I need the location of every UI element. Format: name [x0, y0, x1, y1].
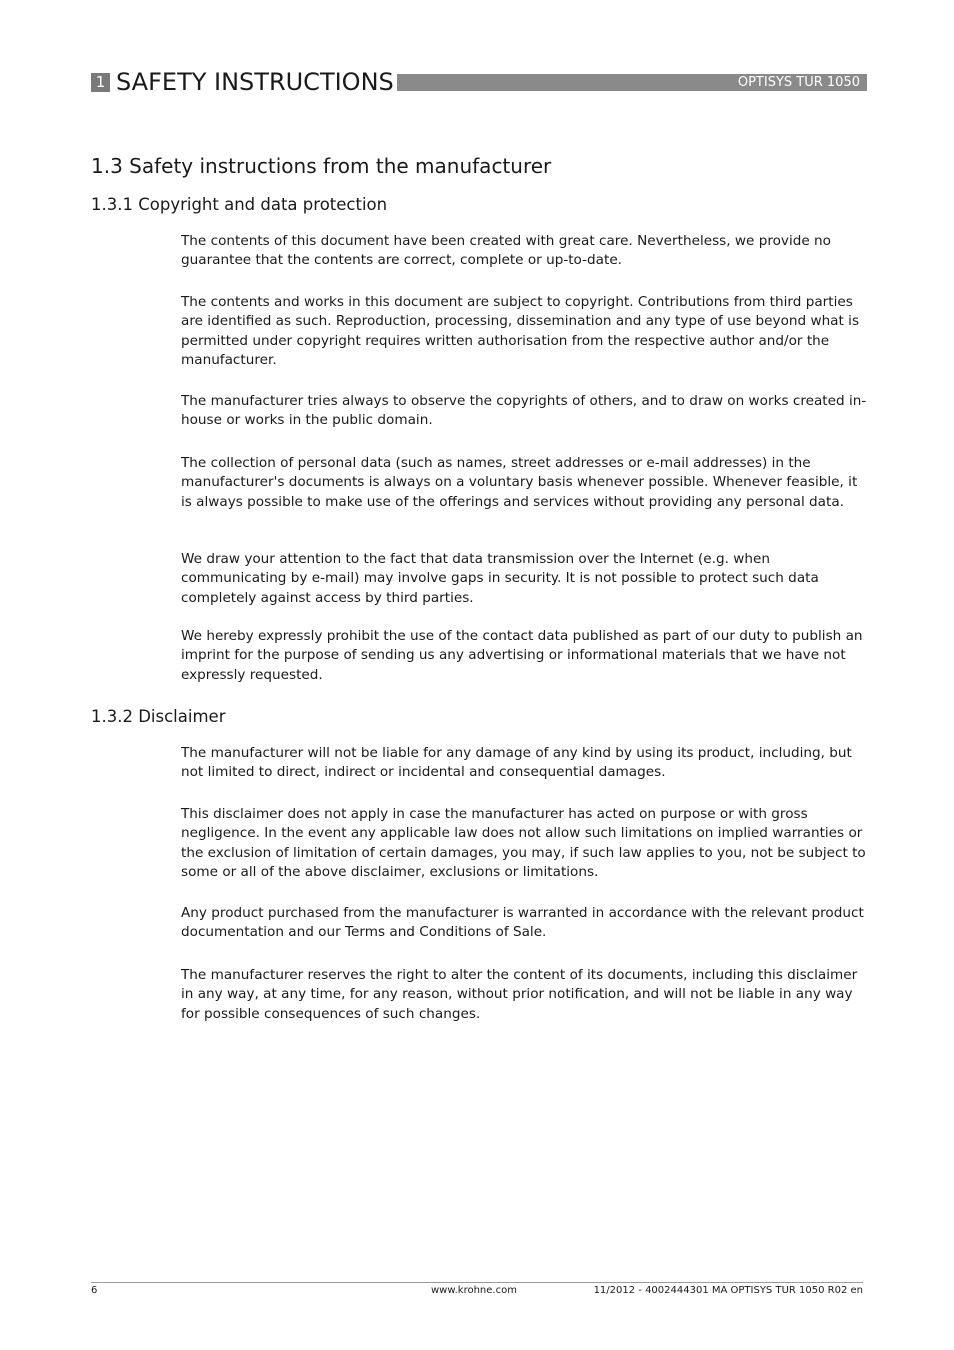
section-title: 1.3 Safety instructions from the manufacturer [91, 154, 552, 178]
page-number: 6 [91, 1285, 98, 1296]
chapter-title: SAFETY INSTRUCTIONS [116, 68, 394, 96]
product-name: OPTISYS TUR 1050 [737, 75, 860, 90]
copyright-paragraph: The collection of personal data (such as names, street addresses or e-mail addresses) in the manufacturer's documents is always on a voluntary basis whenever possible. Whenever feasible, it is always possible to make use of the offerings and services without providing any personal data. [181, 455, 858, 510]
disclaimer-paragraph: The manufacturer reserves the right to alter the content of its documents, including this disclaimer in any way, at any time, for any reason, without prior notification, and will not be liable in any way for possible consequences of such changes. [181, 967, 858, 1022]
footer-rule [91, 1282, 863, 1283]
copyright-paragraph: We draw your attention to the fact that data transmission over the Internet (e.g. when communicating by e-mail) may involve gaps in security. It is not possible to protect such data completely against access by third parties. [181, 551, 819, 606]
copyright-paragraph: We hereby expressly prohibit the use of the contact data published as part of our duty to publish an imprint for the purpose of sending us any advertising or informational materials that we have not expressly requested. [181, 628, 863, 683]
copyright-paragraph: The contents and works in this document are subject to copyright. Contributions from third parties are identified as such. Reproduction, processing, dissemination and any type of use beyond what is permitted under copyright requires written authorisation from the respective author and/or the manufacturer. [181, 294, 860, 368]
disclaimer-paragraph: This disclaimer does not apply in case the manufacturer has acted on purpose or with gross negligence. In the event any applicable law does not allow such limitations on implied warranties or the exclusion of limitation of certain damages, you may, if such law applies to you, not be subject to some or all of the above disclaimer, exclusions or limitations. [181, 806, 866, 880]
page-header [91, 68, 867, 96]
disclaimer-paragraph: The manufacturer will not be liable for any damage of any kind by using its product, including, but not limited to direct, indirect or incidental and consequential damages. [181, 745, 852, 781]
copyright-paragraph: The manufacturer tries always to observe the copyrights of others, and to draw on works created in-house or works in the public domain. [181, 393, 867, 429]
subsection-title-disclaimer: 1.3.2 Disclaimer [91, 707, 226, 726]
chapter-number-badge: 1 [91, 73, 110, 92]
header-bar [397, 74, 867, 91]
subsection-title-copyright: 1.3.1 Copyright and data protection [91, 195, 388, 214]
document-id: 11/2012 - 4002444301 MA OPTISYS TUR 1050 R02 en [593, 1285, 863, 1296]
website-link[interactable]: www.krohne.com [431, 1285, 517, 1296]
disclaimer-paragraph: Any product purchased from the manufacturer is warranted in accordance with the relevant product documentation and our Terms and Conditions of Sale. [181, 905, 864, 941]
copyright-paragraph: The contents of this document have been created with great care. Nevertheless, we provide no guarantee that the contents are correct, complete or up-to-date. [181, 233, 831, 269]
